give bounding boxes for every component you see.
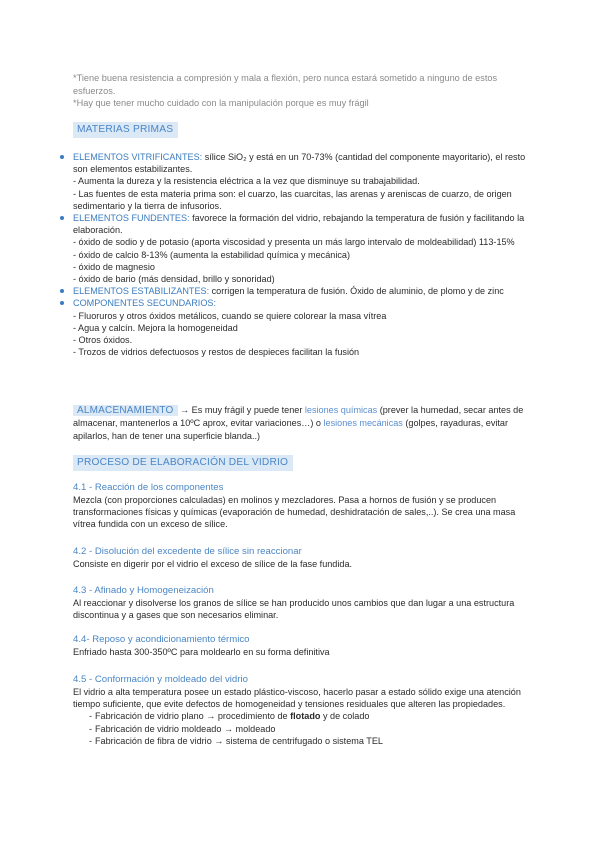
bullet-icon: [60, 301, 64, 305]
section-heading-materias-primas: MATERIAS PRIMAS: [73, 122, 178, 138]
subsection-4-1: [73, 481, 533, 531]
item-title: ELEMENTOS ESTABILIZANTES:: [73, 286, 210, 297]
subsection-title: 4.2 - Disolución del excedente de sílice sin reaccionar: [73, 546, 302, 557]
almacenamiento-text-3: (golpes, rayaduras, evitar apilarlos, han de tener una superficie blanda..): [73, 418, 508, 442]
subsection-4-5: [73, 673, 533, 747]
item-line: - Agua y calcín. Mejora la homogeneidad: [73, 322, 238, 333]
subsection-title: 4.4- Reposo y acondicionamiento térmico: [73, 634, 250, 645]
subsection-text: Al reaccionar y disolverse los granos de sílice se han producido unos cambios que dan lugar a una estructura discontinua y a gases que son necesarios eliminar.: [73, 598, 515, 621]
item-title: COMPONENTES SECUNDARIOS:: [73, 298, 216, 309]
almacenamiento-label: ALMACENAMIENTO: [73, 405, 178, 416]
item-line: - óxido de sodio y de potasio (aporta viscosidad y presenta un más largo intervalo de moldeabilidad) 113-15%: [73, 237, 515, 248]
list-item: - Fabricación de vidrio moldeado → moldeado: [89, 723, 276, 734]
intro-line-2: *Hay que tener mucho cuidado con la manipulación porque es muy frágil: [73, 98, 369, 109]
fabrication-list: [73, 710, 533, 747]
list-item-vitrificantes: [58, 151, 536, 212]
item-line: - Aumenta la dureza y la resistencia eléctrica a la vez que disminuye su trabajabilidad.: [73, 176, 420, 187]
item-line: - Fluoruros y otros óxidos metálicos, cuando se quiere colorear la masa vítrea: [73, 310, 387, 321]
item-text: corrigen la temperatura de fusión. Óxido de aluminio, de plomo y de zinc: [209, 286, 504, 297]
item-text: favorece la formación del vidrio, rebajando la temperatura de fusión y facilitando la elaboración.: [73, 213, 525, 236]
subsection-title: 4.1 - Reacción de los componentes: [73, 482, 224, 493]
item-line: - óxido de calcio 8-13% (aumenta la estabilidad química y mecánica): [73, 249, 350, 260]
intro-line-1: *Tiene buena resistencia a compresión y mala a flexión, pero nunca estará sometido a ninguno de estos esfuerzos.: [73, 73, 498, 96]
item-title: ELEMENTOS FUNDENTES:: [73, 213, 190, 224]
item-line: - Otros óxidos.: [73, 335, 133, 346]
almacenamiento-text-1: → Es muy frágil y puede tener: [177, 405, 305, 415]
subsection-title: 4.3 - Afinado y Homogeneización: [73, 585, 214, 596]
item-line: - óxido de bario (más densidad, brillo y sonoridad): [73, 274, 275, 285]
bullet-icon: [60, 216, 64, 220]
bullet-icon: [60, 155, 64, 159]
subsection-text: Mezcla (con proporciones calculadas) en molinos y mezcladores. Pasa a hornos de fusión y se producen transformaciones físicas y químicas (evaporación de humedad, deshidratación de sales,..). Se crea una masa vítrea fundida con un exceso de sílice.: [73, 495, 516, 530]
item-text: sílice SiO₂ y está en un 70-73% (cantidad del componente mayoritario), el resto son elementos estabilizantes.: [73, 152, 526, 175]
item-line: - óxido de magnesio: [73, 261, 155, 272]
item-line: - Trozos de vidrios defectuosos y restos de despieces facilitan la fusión: [73, 347, 360, 358]
lesiones-quimicas-link[interactable]: lesiones químicas: [304, 405, 378, 415]
section-heading-proceso: PROCESO DE ELABORACIÓN DEL VIDRIO: [73, 455, 293, 471]
materias-list: [58, 151, 536, 358]
item-line: - Las fuentes de esta materia prima son: el cuarzo, las cuarcitas, las arenas y areniscas de cuarzo, de origen sedimentario y la tierra de infusorios.: [73, 188, 512, 211]
subsection-title: 4.5 - Conformación y moldeado del vidrio: [73, 674, 248, 685]
subsection-text: Enfriado hasta 300-350ºC para moldearlo en su forma definitiva: [73, 647, 330, 657]
almacenamiento-text-2: (prever la humedad, secar antes de almacenar, mantenerlos a 10ºC aprox, evitar variaciones…) o: [73, 405, 524, 429]
subsection-text: El vidrio a alta temperatura posee un estado plástico-viscoso, hacerlo pasar a estado sólido exige una atención tiempo suficiente, que evite defectos de homogeneidad y tensiones residuales que alteren las propiedades.: [73, 687, 521, 710]
intro-notes: [73, 72, 533, 110]
subsection-4-4: [73, 633, 533, 658]
item-title: ELEMENTOS VITRIFICANTES:: [73, 152, 203, 162]
list-item-secundarios: [58, 297, 536, 358]
subsection-4-2: [73, 545, 533, 570]
list-item-estabilizantes: [58, 285, 536, 297]
almacenamiento-paragraph: [73, 404, 533, 444]
subsection-text: Consiste en digerir por el vidrio el exceso de sílice de la fase fundida.: [73, 559, 353, 569]
list-item: - Fabricación de vidrio plano → procedimiento de flotado y de colado: [89, 711, 370, 722]
lesiones-mecanicas-link[interactable]: lesiones mecánicas: [323, 418, 403, 429]
subsection-4-3: [73, 584, 533, 621]
list-item-fundentes: [58, 212, 536, 285]
bullet-icon: [60, 289, 64, 293]
bold-term-flotado: flotado: [290, 711, 321, 722]
list-item: - Fabricación de fibra de vidrio → sistema de centrifugado o sistema TEL: [89, 735, 383, 746]
